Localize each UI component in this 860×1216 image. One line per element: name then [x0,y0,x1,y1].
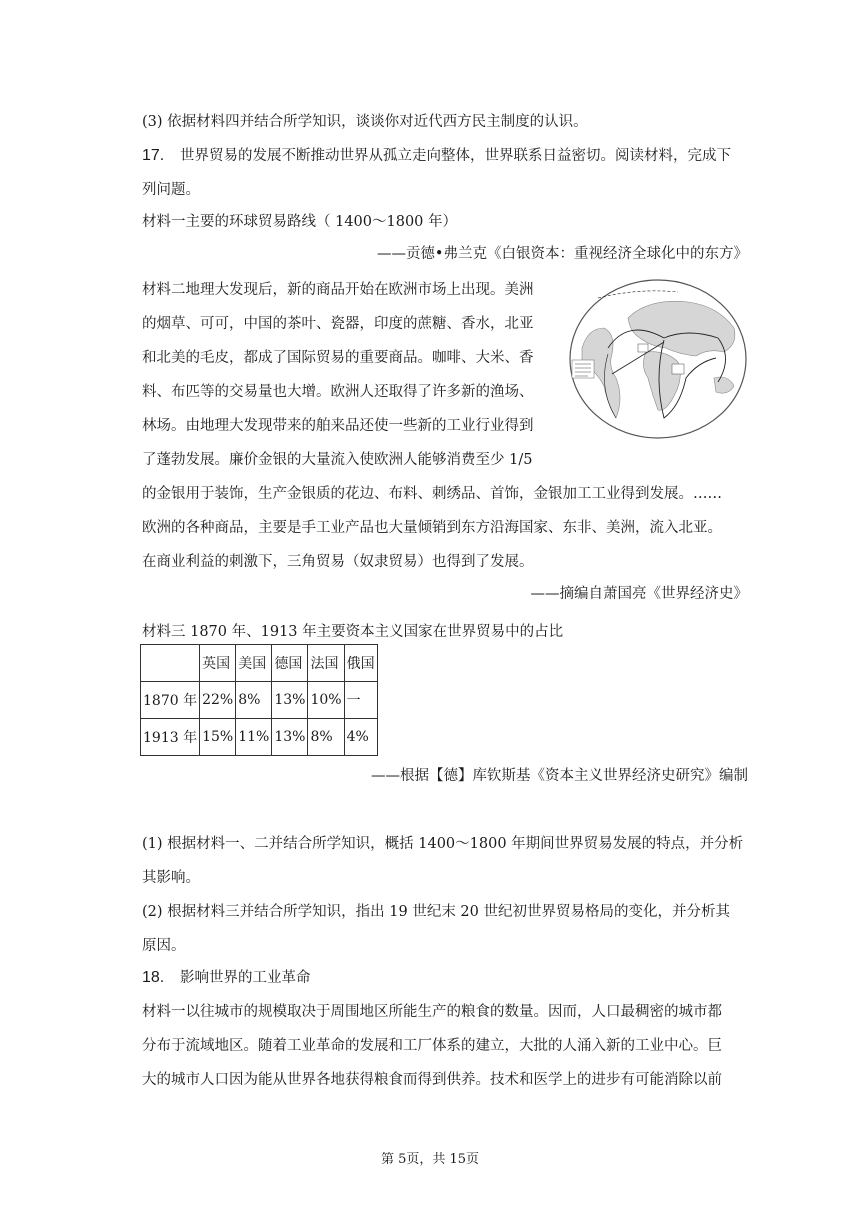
q18-material1-line3: 大的城市人口因为能从世界各地获得粮食而得到供养。技术和医学上的进步有可能消除以前 [142,1072,722,1088]
table-cell: 22% [200,682,236,719]
q17-stem-line2: 列问题。 [142,182,200,198]
material2-line9: 在商业利益的刺激下，三角贸易（奴隶贸易）也得到了发展。 [142,554,534,570]
q17-number: 17. [142,147,165,164]
table-cell: 一 [344,682,377,719]
table-cell: 8% [308,719,344,756]
table-cell: 13% [272,719,308,756]
q17-part2-line1: (2) 根据材料三并结合所学知识，指出 19 世纪末 20 世纪初世界贸易格局的变化，并分析其 [142,904,730,920]
table-cell: 11% [236,719,272,756]
q17-part1-line2: 其影响。 [142,870,200,886]
table-cell: 15% [200,719,236,756]
material1-title: 材料一主要的环球贸易路线（ 1400～1800 年） [142,214,458,230]
material2-line1: 材料二地理大发现后，新的商品开始在欧洲市场上出现。美洲 [142,282,534,298]
q18-material1-line1: 材料一以往城市的规模取决于周围地区所能生产的粮食的数量。因而，人口最稠密的城市都 [142,1004,722,1020]
material1-source: ——贡德•弗兰克《白银资本：重视经济全球化中的东方》 [376,246,748,262]
table-header-cell: 德国 [272,645,308,682]
table-cell: 1913 年 [141,719,200,756]
table-header-cell: 英国 [200,645,236,682]
table-cell: 4% [344,719,377,756]
q18-number: 18. [142,969,165,986]
table-header-cell: 俄国 [344,645,377,682]
table-row [141,719,378,756]
table-header-cell: 法国 [308,645,344,682]
table-header-cell [141,645,200,682]
table-cell: 13% [272,682,308,719]
q17-stem-line1: 世界贸易的发展不断推动世界从孤立走向整体，世界联系日益密切。阅读材料，完成下 [180,148,731,164]
table-cell: 10% [308,682,344,719]
table-header-row [141,645,378,682]
material2-line3: 和北美的毛皮，都成了国际贸易的重要商品。咖啡、大米、香 [142,350,534,366]
table-row [141,682,378,719]
table-header-cell: 美国 [236,645,272,682]
material2-line6: 了蓬勃发展。廉价金银的大量流入使欧洲人能够消费至少 1/5 [142,452,533,468]
table-cell: 8% [236,682,272,719]
q18-title: 影响世界的工业革命 [180,970,311,986]
material2-line5: 林场。由地理大发现带来的舶来品还使一些新的工业行业得到 [142,418,534,434]
material2-source: ——摘编自萧国亮《世界经济史》 [530,586,748,602]
trade-share-table [140,644,378,756]
material2-line4: 料、布匹等的交易量也大增。欧洲人还取得了许多新的渔场、 [142,384,534,400]
q17-part2-line2: 原因。 [142,938,186,954]
material2-line7: 的金银用于装饰，生产金银质的花边、布料、刺绣品、首饰，金银加工工业得到发展。…… [142,486,722,502]
world-trade-route-map [568,278,748,440]
material3-title: 材料三 1870 年、1913 年主要资本主义国家在世界贸易中的占比 [142,624,564,640]
material3-source: ——根据【德】库钦斯基《资本主义世界经济史研究》编制 [371,768,748,784]
page-footer: 第 5页，共 15页 [380,1152,480,1167]
table-cell: 1870 年 [141,682,200,719]
q16-part3: (3) 依据材料四并结合所学知识，谈谈你对近代西方民主制度的认识。 [142,114,588,130]
material2-line8: 欧洲的各种商品，主要是手工业产品也大量倾销到东方沿海国家、东非、美洲，流入北亚。 [142,520,722,536]
q17-part1-line1: (1) 根据材料一、二并结合所学知识，概括 1400～1800 年期间世界贸易发展的特点，并分析 [142,836,744,852]
q18-material1-line2: 分布于流域地区。随着工业革命的发展和工厂体系的建立，大批的人涌入新的工业中心。巨 [142,1038,722,1054]
material2-line2: 的烟草、可可，中国的茶叶、瓷器，印度的蔗糖、香水，北亚 [142,316,534,332]
